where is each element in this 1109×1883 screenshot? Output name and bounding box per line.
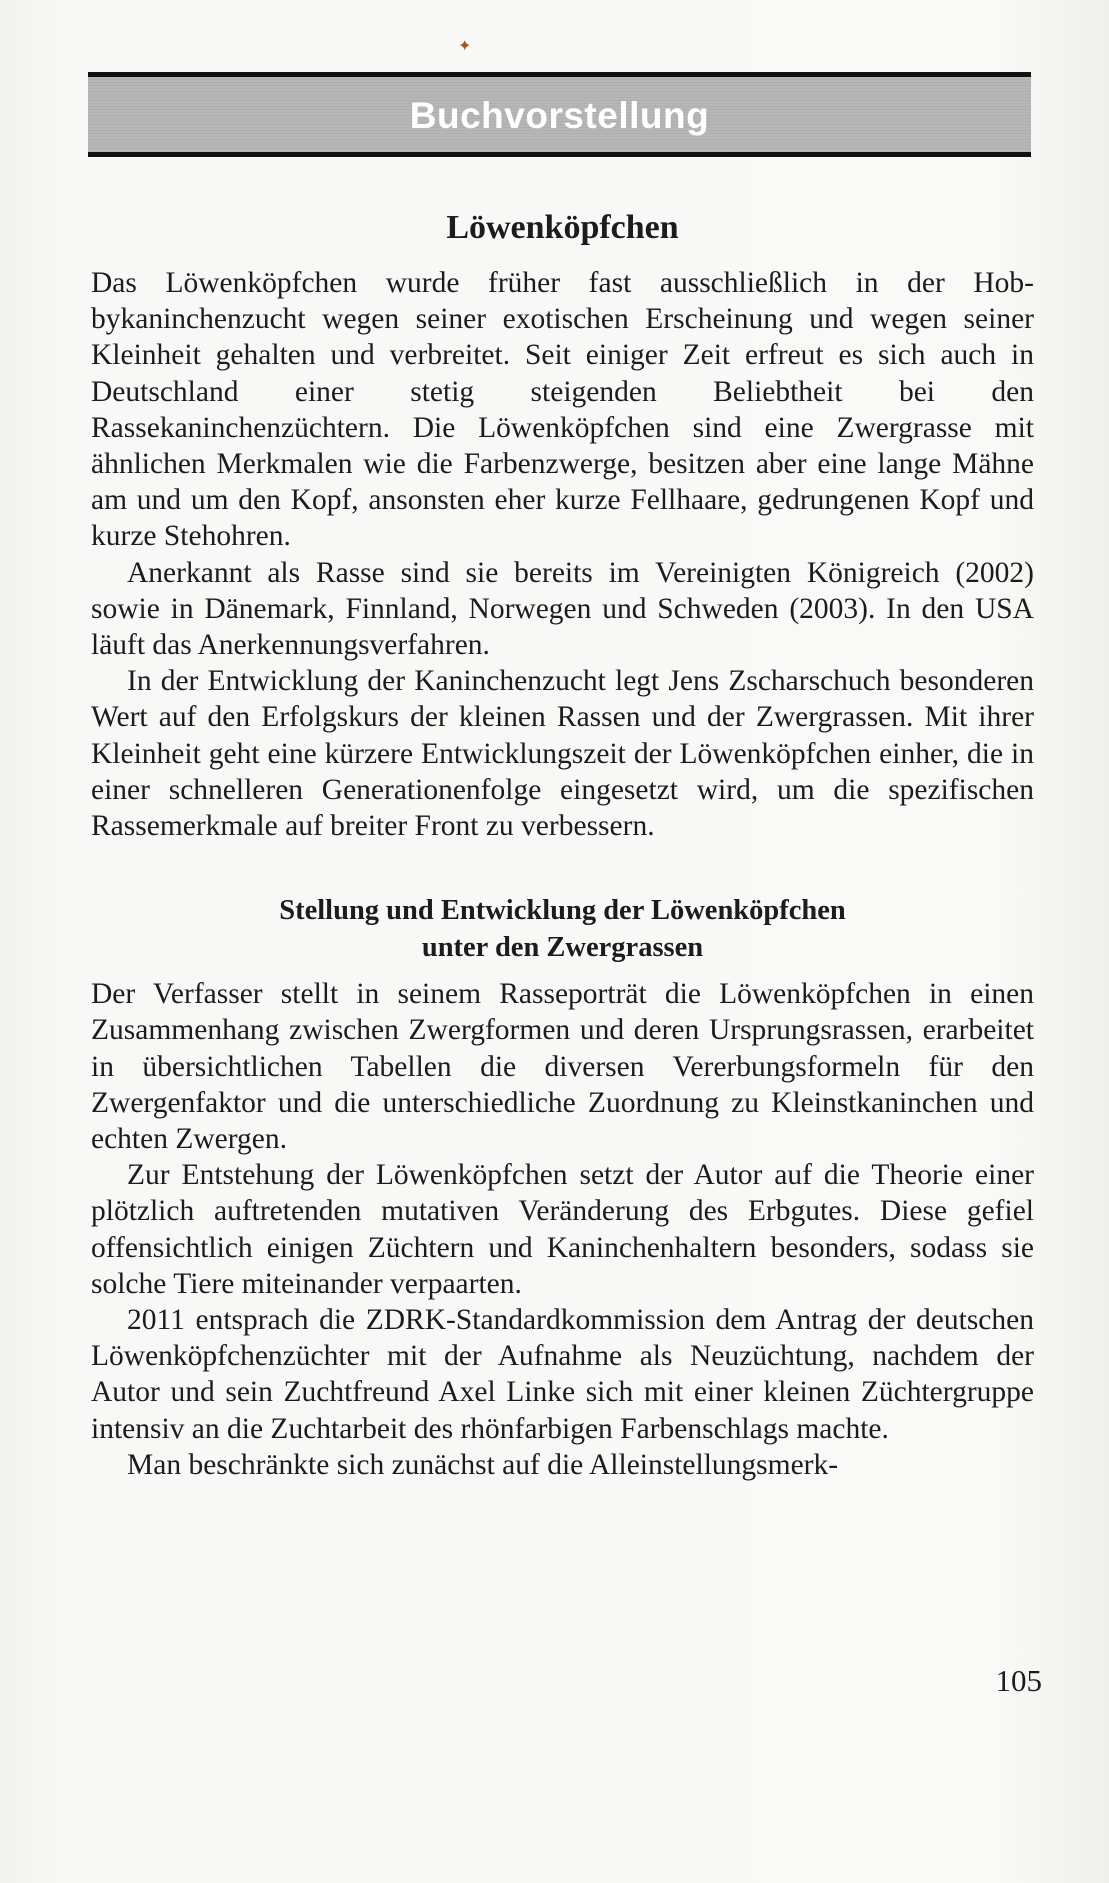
article-body — [91, 205, 1034, 1483]
section-heading — [91, 892, 1034, 966]
banner-title: Buchvorstellung — [409, 94, 710, 136]
paragraph: In der Entwicklung der Kaninchenzucht legt Jens Zscharschuch besonderen Wert auf den Erfolgskurs der kleinen Rassen und der Zwergrassen. Mit ihrer Kleinheit geht eine kürzere Entwicklungszeit der Löwenköpfchen einher, die in einer schnelleren Generationenfolge eingesetzt wird, um die spezifischen Rassemerkmale auf breiter Front zu verbessern. — [91, 665, 1034, 843]
section-banner — [88, 72, 1031, 157]
paragraph: Anerkannt als Rasse sind sie bereits im Vereinigten Königreich (2002) sowie in Dänemark, Finnland, Norwegen und Schweden (2003). In den USA läuft das Anerkennungsverfahren. — [91, 556, 1034, 662]
ink-speck: ✦ — [458, 38, 472, 55]
article-title: Löwenköpfchen — [446, 209, 679, 246]
section-heading-line-1: Stellung und Entwicklung der Löwenköpfchen — [279, 895, 846, 927]
paragraph: Zur Entstehung der Löwenköpfchen setzt der Autor auf die Theorie einer plötzlich auftretenden mutativen Veränderung des Erbgutes. Diese gefiel offensichtlich einigen Züchtern und Kaninchenhaltern besonders, sodass sie solche Tiere miteinander verpaarten. — [91, 1159, 1034, 1300]
paragraph: Das Löwenköpfchen wurde früher fast ausschließlich in der Hobbykaninchenzucht wegen seiner exotischen Erscheinung und wegen seiner Kleinheit gehalten und verbreitet. Seit einiger Zeit erfreut es sich auch in Deutschland einer stetig steigenden Beliebtheit bei den Rassekaninchenzüchtern. Die Löwenköpfchen sind eine Zwergrasse mit ähnlichen Merkmalen wie die Farbenzwerge, besitzen aber eine lange Mähne am und um den Kopf, ansonsten eher kurze Fellhaare, gedrungenen Kopf und kurze Stehohren. — [91, 267, 1034, 553]
section-heading-line-2: unter den Zwergrassen — [421, 932, 704, 964]
page-number: 105 — [995, 1663, 1042, 1698]
paragraph: Der Verfasser stellt in seinem Rasseporträt die Löwenköpfchen in einen Zusammenhang zwischen Zwergformen und deren Ursprungsrassen, erarbeitet in übersichtlichen Tabellen die diversen Vererbungsformeln für den Zwergenfaktor und die unterschiedliche Zuordnung zu Kleinstkaninchen und echten Zwergen. — [91, 978, 1034, 1156]
paragraph: Man beschränkte sich zunächst auf die Alleinstellungsmerk- — [127, 1448, 839, 1481]
paragraph: 2011 entsprach die ZDRK-Standardkommission dem Antrag der deutschen Löwenköpfchenzüchter mit der Aufnahme als Neuzüchtung, nachdem der Autor und sein Zuchtfreund Axel Linke sich mit einer kleinen Züchtergruppe intensiv an die Zuchtarbeit des rhönfarbigen Farbenschlags machte. — [91, 1304, 1034, 1445]
